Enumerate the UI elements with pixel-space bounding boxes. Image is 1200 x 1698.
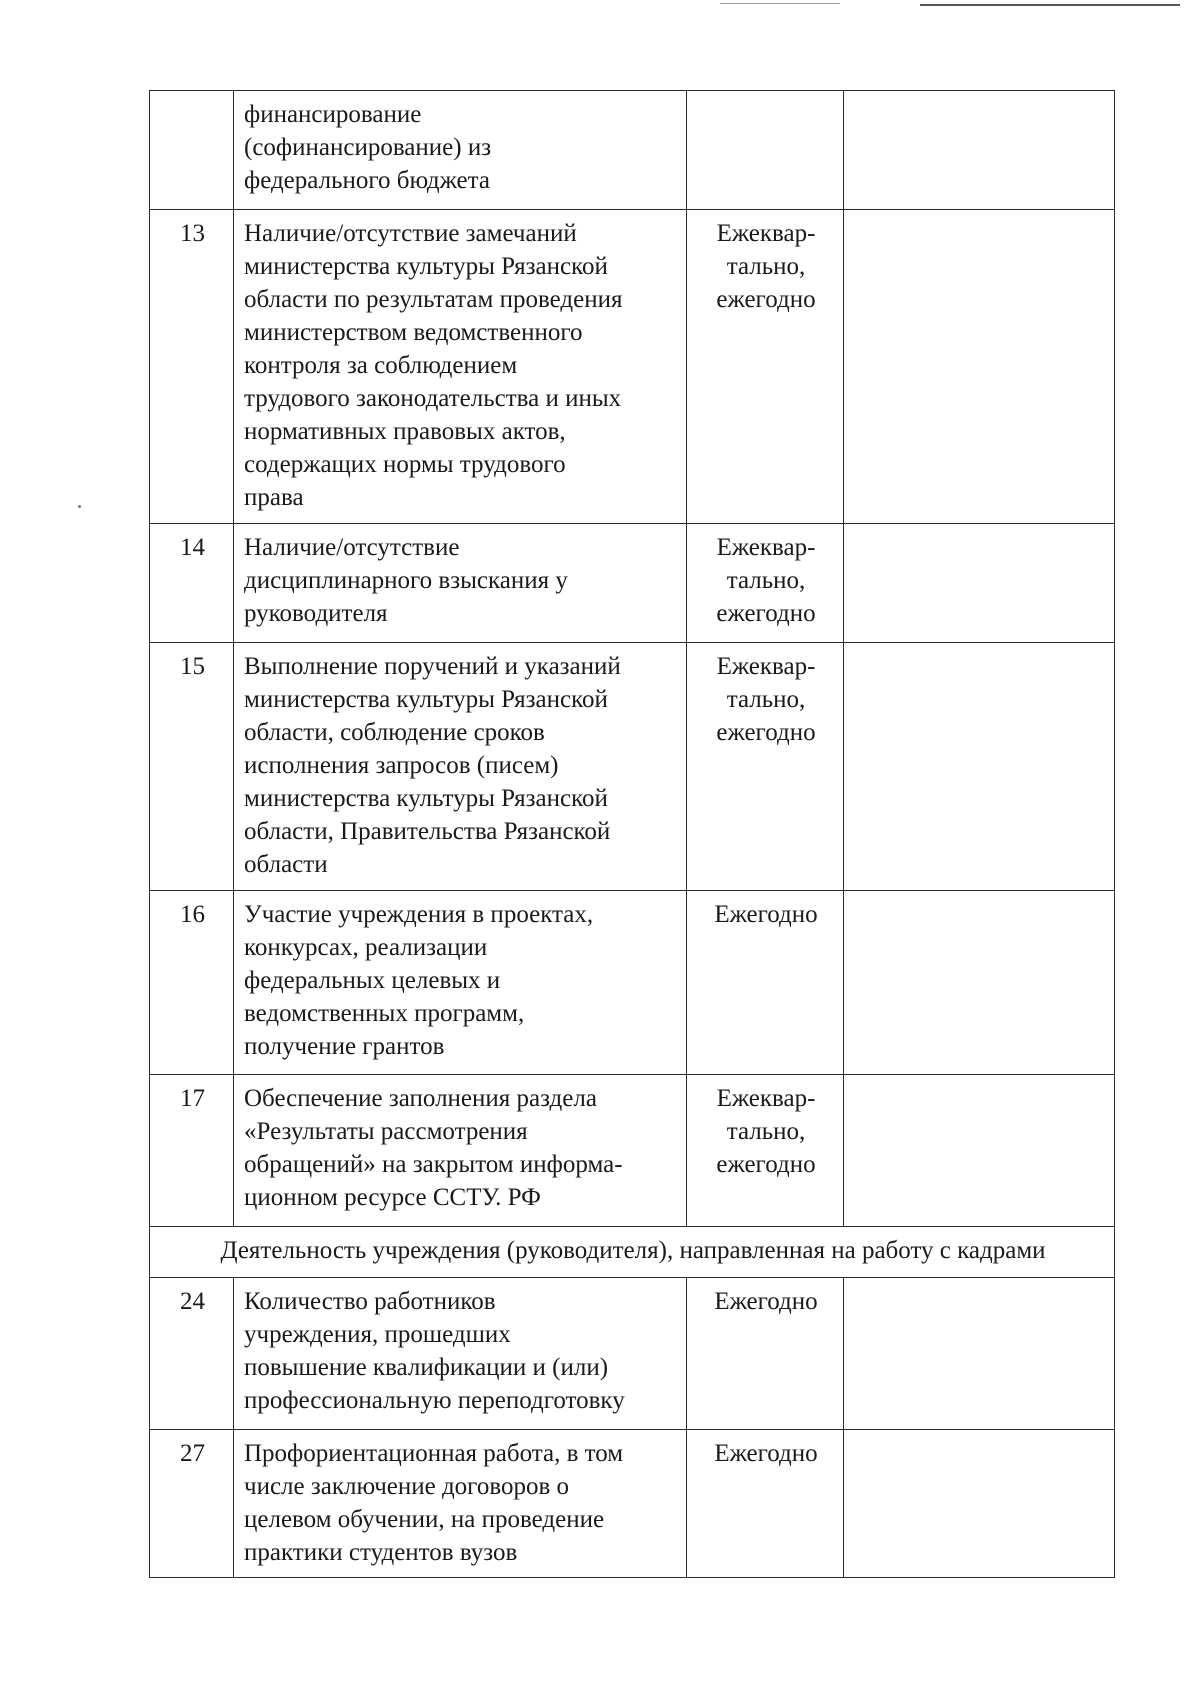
reporting-period: Ежегодно <box>687 1430 844 1578</box>
section-row <box>150 1227 1115 1278</box>
table-row <box>150 643 1115 891</box>
criterion-name: Профориентационная работа, в том числе заключение договоров о целевом обучении, на проведение практики студентов вузов <box>234 1430 687 1578</box>
criterion-value <box>844 643 1115 891</box>
criterion-value <box>844 891 1115 1075</box>
criterion-value <box>844 91 1115 210</box>
row-number: 14 <box>150 524 234 643</box>
row-number: 24 <box>150 1278 234 1430</box>
criteria-table <box>149 90 1115 1578</box>
reporting-period: Ежегодно <box>687 891 844 1075</box>
criterion-value <box>844 1278 1115 1430</box>
section-heading: Деятельность учреждения (руководителя), направленная на работу с кадрами <box>150 1227 1115 1278</box>
criterion-value <box>844 1430 1115 1578</box>
row-number <box>150 91 234 210</box>
criterion-name: Обеспечение заполнения раздела «Результаты рассмотрения обращений» на закрытом информа- ционном ресурсе ССТУ. РФ <box>234 1075 687 1227</box>
criterion-name: Наличие/отсутствие замечаний министерства культуры Рязанской области по результатам проведения министерством ведомственного контроля за соблюдением трудового законодательства и иных нормативных правовых актов, содержащих нормы трудового права <box>234 210 687 524</box>
row-number: 27 <box>150 1430 234 1578</box>
table-row <box>150 524 1115 643</box>
criterion-value <box>844 210 1115 524</box>
criterion-value <box>844 524 1115 643</box>
row-number: 17 <box>150 1075 234 1227</box>
scan-speck <box>78 505 81 508</box>
criterion-value <box>844 1075 1115 1227</box>
row-number: 15 <box>150 643 234 891</box>
reporting-period: Ежеквар- тально, ежегодно <box>687 1075 844 1227</box>
table-row <box>150 1075 1115 1227</box>
table-row <box>150 1430 1115 1578</box>
table-row <box>150 91 1115 210</box>
reporting-period: Ежеквар- тально, ежегодно <box>687 524 844 643</box>
reporting-period: Ежегодно <box>687 1278 844 1430</box>
row-number: 13 <box>150 210 234 524</box>
criterion-name: финансирование (софинансирование) из федерального бюджета <box>234 91 687 210</box>
reporting-period <box>687 91 844 210</box>
reporting-period: Ежеквар- тально, ежегодно <box>687 643 844 891</box>
scan-edge-mark <box>720 0 1180 12</box>
criterion-name: Наличие/отсутствие дисциплинарного взыскания у руководителя <box>234 524 687 643</box>
reporting-period: Ежеквар- тально, ежегодно <box>687 210 844 524</box>
criterion-name: Участие учреждения в проектах, конкурсах, реализации федеральных целевых и ведомственных программ, получение грантов <box>234 891 687 1075</box>
row-number: 16 <box>150 891 234 1075</box>
criterion-name: Выполнение поручений и указаний министерства культуры Рязанской области, соблюдение сроков исполнения запросов (писем) министерства культуры Рязанской области, Правительства Рязанской области <box>234 643 687 891</box>
table-row <box>150 891 1115 1075</box>
table-row <box>150 210 1115 524</box>
criterion-name: Количество работников учреждения, прошедших повышение квалификации и (или) профессиональную переподготовку <box>234 1278 687 1430</box>
table-row <box>150 1278 1115 1430</box>
